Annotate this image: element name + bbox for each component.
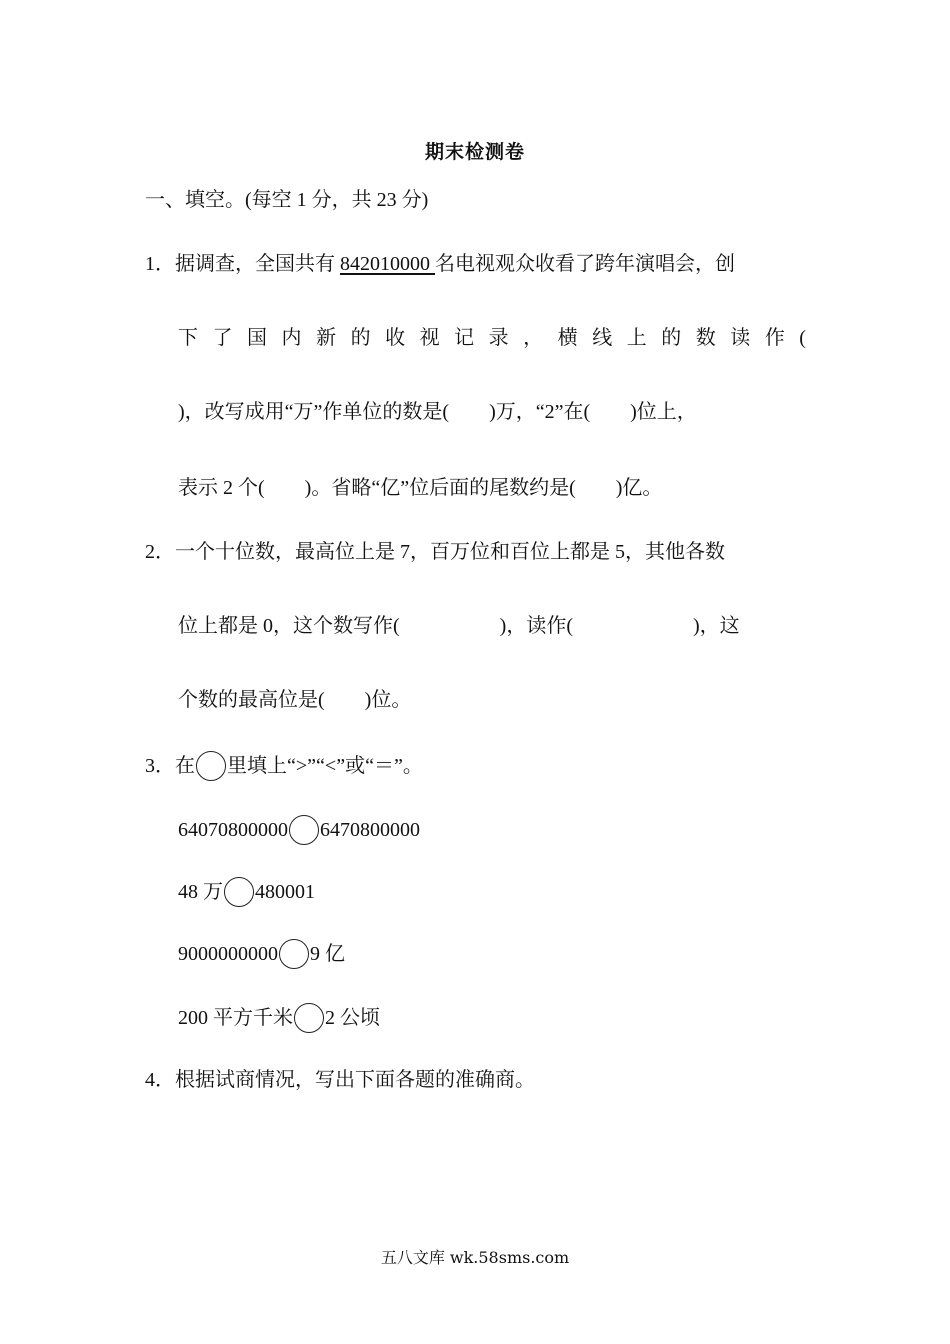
justified-char: 的 (350, 327, 371, 349)
question-1-line-3: )，改写成用“万”作单位的数是( )万，“2”在( )位上， (178, 401, 697, 423)
question-3-intro (145, 751, 423, 781)
compare-right: 2 公顷 (325, 1007, 380, 1029)
compare-item-3 (178, 939, 345, 969)
question-1-line-4: 表示 2 个( )。省略“亿”位后面的尾数约是( )亿。 (178, 477, 663, 499)
justified-char: 收 (385, 327, 406, 349)
justified-char: ( (799, 327, 806, 349)
question-4 (145, 1067, 535, 1093)
justified-char: 作 (764, 327, 785, 349)
justified-char: 下 (178, 327, 198, 349)
question-1-line-1 (145, 251, 735, 277)
question-1-line-2 (178, 325, 806, 351)
justified-char: 录 (488, 327, 509, 349)
justified-char: 记 (454, 327, 475, 349)
question-number: 2． (145, 541, 175, 563)
compare-circle-icon[interactable] (289, 815, 319, 845)
justified-char: 上 (626, 327, 647, 349)
justified-char: 内 (281, 327, 302, 349)
compare-left: 9000000000 (178, 943, 278, 965)
underlined-number: 842010000 (340, 253, 435, 275)
page-title: 期末检测卷 (424, 142, 525, 163)
compare-right: 6470800000 (320, 819, 420, 841)
justified-char: 新 (316, 327, 337, 349)
question-number: 4． (145, 1069, 175, 1091)
compare-left: 48 万 (178, 881, 223, 903)
question-text: 名电视观众收看了跨年演唱会，创 (435, 253, 735, 275)
justified-char: 横 (557, 327, 578, 349)
question-text: 根据试商情况，写出下面各题的准确商。 (175, 1069, 535, 1091)
question-text: 在 (175, 755, 195, 777)
justified-char: 读 (730, 327, 751, 349)
compare-circle-icon[interactable] (224, 877, 254, 907)
question-2-line-3: 个数的最高位是( )位。 (178, 689, 412, 711)
justified-char: 了 (212, 327, 233, 349)
footer-watermark: 五八文库 wk.58sms.com (380, 1248, 570, 1267)
question-text: 里填上“>”“<”或“＝”。 (227, 755, 423, 777)
question-text: 一个十位数，最高位上是 7，百万位和百位上都是 5，其他各数 (175, 541, 725, 563)
justified-char: 国 (247, 327, 268, 349)
question-text: 据调查，全国共有 (175, 253, 340, 275)
compare-right: 480001 (255, 881, 315, 903)
justified-char: 线 (592, 327, 613, 349)
compare-item-1 (178, 815, 420, 845)
compare-right: 9 亿 (310, 943, 345, 965)
compare-item-4 (178, 1003, 380, 1033)
compare-left: 200 平方千米 (178, 1007, 293, 1029)
justified-char: 的 (661, 327, 682, 349)
question-number: 1． (145, 253, 175, 275)
question-2-line-1 (145, 539, 725, 565)
section-heading: 一、填空。(每空 1 分，共 23 分) (145, 189, 429, 211)
compare-left: 64070800000 (178, 819, 288, 841)
justified-char: 视 (419, 327, 440, 349)
justified-char: ， (523, 327, 544, 349)
compare-item-2 (178, 877, 315, 907)
compare-circle-icon (196, 751, 226, 781)
compare-circle-icon[interactable] (294, 1003, 324, 1033)
compare-circle-icon[interactable] (279, 939, 309, 969)
question-2-line-2: 位上都是 0，这个数写作( )，读作( )，这 (178, 615, 740, 637)
question-number: 3． (145, 755, 175, 777)
justified-char: 数 (695, 327, 716, 349)
